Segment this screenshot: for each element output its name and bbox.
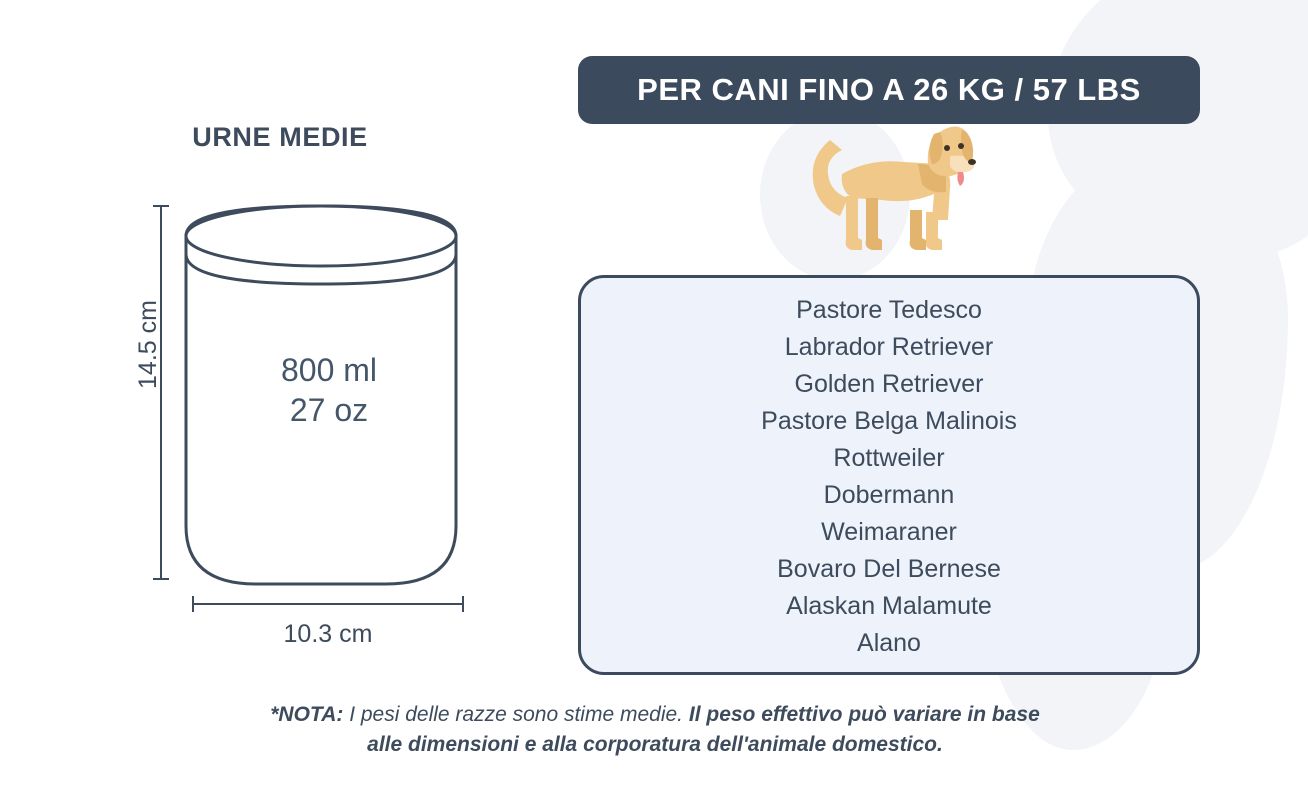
- urn-volume-ml: 800 ml: [280, 352, 378, 388]
- breed-item: Labrador Retriever: [784, 333, 994, 361]
- weight-banner-label: PER CANI FINO A 26 KG / 57 LBS: [637, 72, 1141, 107]
- footnote-normal: I pesi delle razze sono stime medie.: [349, 703, 689, 726]
- breed-item: Golden Retriever: [794, 370, 984, 398]
- footnote-bold-2: alle dimensioni e alla corporatura dell'animale domestico.: [367, 733, 943, 756]
- footnote: [150, 700, 1160, 760]
- breed-item: Rottweiler: [833, 444, 945, 472]
- height-label: 14.5 cm: [133, 300, 162, 389]
- breed-item: Pastore Tedesco: [796, 296, 982, 324]
- golden-retriever-dog-icon: [800, 112, 976, 272]
- width-label: 10.3 cm: [283, 620, 373, 648]
- footnote-bold-1: Il peso effettivo può variare in base: [688, 703, 1040, 726]
- weight-banner: [578, 56, 1200, 124]
- breed-item: Pastore Belga Malinois: [761, 407, 1017, 435]
- breed-item: Dobermann: [823, 481, 955, 509]
- breed-item: Alaskan Malamute: [786, 592, 992, 620]
- breed-item: Alano: [857, 629, 921, 657]
- width-dimension-line: [192, 603, 464, 605]
- breed-list-box: [578, 275, 1200, 675]
- urn-volume-oz: 27 oz: [289, 392, 369, 428]
- urn-diagram-panel: [0, 0, 560, 788]
- breed-item: Weimaraner: [821, 518, 957, 546]
- urn-title: URNE MEDIE: [192, 122, 368, 152]
- breed-item: Bovaro Del Bernese: [777, 555, 1001, 583]
- height-dimension-line: [160, 205, 162, 580]
- footnote-prefix: *NOTA:: [270, 703, 350, 726]
- urn-volume: [186, 350, 472, 430]
